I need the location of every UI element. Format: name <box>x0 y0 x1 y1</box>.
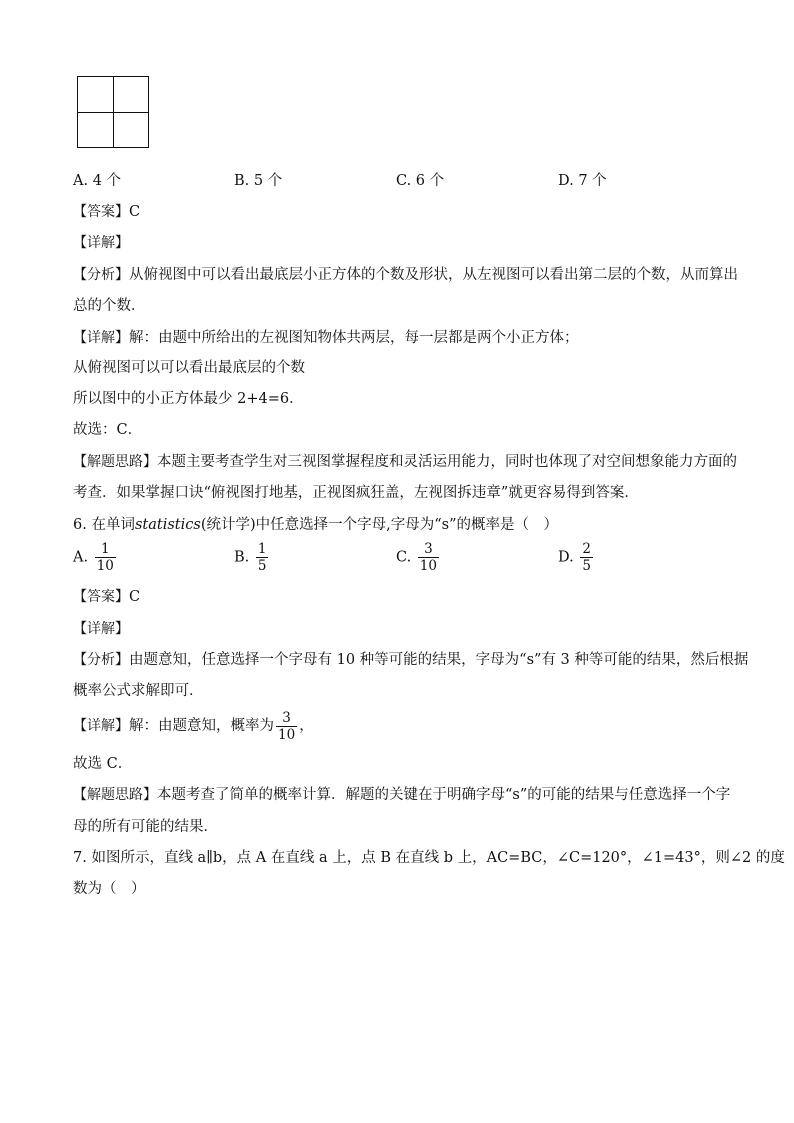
denominator: 5 <box>257 558 267 574</box>
option-text: 4 个 <box>92 173 122 189</box>
stem-prefix: 6. 在单词 <box>73 517 135 533</box>
answer-value: C <box>129 589 141 605</box>
option-label: B. <box>234 549 250 566</box>
q5-idea-line1 <box>73 452 737 472</box>
q6-analysis-line1 <box>73 650 748 670</box>
q6-answer <box>73 587 140 607</box>
analysis-tag: 【分析】 <box>73 267 129 283</box>
idea-text: 本题主要考查学生对三视图掌握程度和灵活运用能力，同时也体现了对空间想象能力方面的 <box>157 454 737 470</box>
q5-analysis-line1 <box>73 265 738 285</box>
detail-tag: 【详解】 <box>73 330 129 346</box>
stem-word: statistics <box>134 517 201 533</box>
q6-detail-header: 【详解】 <box>73 621 129 637</box>
q7-stem-line2: 数为（ ） <box>73 881 146 897</box>
option-text: 5 个 <box>253 173 283 189</box>
top-view-grid-figure <box>77 76 149 148</box>
idea-tag: 【解题思路】 <box>73 787 157 803</box>
q5-idea-line2: 考查．如果掌握口诀“俯视图打地基，正视图疯狂盖，左视图拆违章”就更容易得到答案． <box>73 485 639 501</box>
q6-option-c <box>396 541 441 574</box>
option-label: A. <box>73 549 89 566</box>
idea-text: 本题考查了简单的概率计算．解题的关键在于明确字母“s”的可能的结果与任意选择一个字 <box>157 787 731 803</box>
q5-option-d <box>558 171 607 191</box>
detail-text: 解：由题中所给出的左视图知物体共两层，每一层都是两个小正方体； <box>129 330 579 346</box>
fraction <box>418 541 439 574</box>
fraction <box>580 541 593 574</box>
q5-conclusion: 故选：C． <box>73 422 143 438</box>
q6-analysis-line2: 概率公式求解即可． <box>73 683 204 699</box>
detail-end: ， <box>299 718 314 734</box>
q5-analysis-line2: 总的个数． <box>73 298 146 314</box>
q6-stem <box>73 515 558 535</box>
option-label: D. <box>558 549 574 566</box>
fraction <box>276 710 297 743</box>
q5-detail-line3: 所以图中的小正方体最少 2+4=6． <box>73 391 304 407</box>
answer-tag: 【答案】 <box>73 204 129 220</box>
q6-option-a <box>73 541 118 574</box>
option-label: C. <box>396 549 412 566</box>
q6-detail-line <box>73 708 314 744</box>
q6-option-b <box>234 541 270 574</box>
answer-tag: 【答案】 <box>73 589 129 605</box>
detail-tag: 【详解】 <box>73 718 129 734</box>
denominator: 5 <box>582 558 591 574</box>
stem-suffix: (统计学)中任意选择一个字母,字母为“s”的概率是（ ） <box>200 517 559 533</box>
analysis-text: 从俯视图中可以看出最底层小正方体的个数及形状，从左视图可以看出第二层的个数，从而算出 <box>129 267 738 283</box>
option-text: 7 个 <box>578 173 607 189</box>
q5-option-b <box>234 171 282 191</box>
q5-detail-line1 <box>73 328 579 348</box>
q5-option-a <box>73 171 121 191</box>
option-text: 6 个 <box>415 173 445 189</box>
answer-value: C <box>129 204 141 220</box>
fraction <box>95 541 116 574</box>
q5-option-c <box>396 171 444 191</box>
fraction <box>256 541 269 574</box>
numerator: 3 <box>282 709 291 726</box>
q7-stem-line1: 7. 如图所示，直线 a∥b，点 A 在直线 a 上，点 B 在直线 b 上，AC=BC，∠C=120°，∠1=43°，则∠2 的度 <box>73 850 785 866</box>
denominator: 10 <box>96 558 114 574</box>
denominator: 10 <box>278 726 296 743</box>
analysis-tag: 【分析】 <box>73 652 129 668</box>
denominator: 10 <box>419 558 437 574</box>
numerator: 1 <box>101 541 110 557</box>
idea-tag: 【解题思路】 <box>73 454 157 470</box>
q6-idea-line1 <box>73 785 730 805</box>
q6-conclusion: 故选 C． <box>73 756 133 772</box>
option-label: A. <box>73 173 89 189</box>
numerator: 2 <box>582 541 591 557</box>
option-label: C. <box>396 173 412 189</box>
q6-option-d <box>558 541 595 574</box>
numerator: 3 <box>424 541 433 557</box>
q6-idea-line2: 母的所有可能的结果． <box>73 819 218 835</box>
q5-detail-line2: 从俯视图可以可以看出最底层的个数 <box>73 360 305 376</box>
q5-answer <box>73 202 140 222</box>
detail-text: 解：由题意知，概率为 <box>129 718 274 734</box>
analysis-text: 由题意知，任意选择一个字母有 10 种等可能的结果，字母为“s”有 3 种等可能的结果，然后根据 <box>129 652 749 668</box>
option-label: D. <box>558 173 574 189</box>
q5-detail-header: 【详解】 <box>73 235 129 251</box>
numerator: 1 <box>257 541 267 557</box>
option-label: B. <box>234 173 250 189</box>
